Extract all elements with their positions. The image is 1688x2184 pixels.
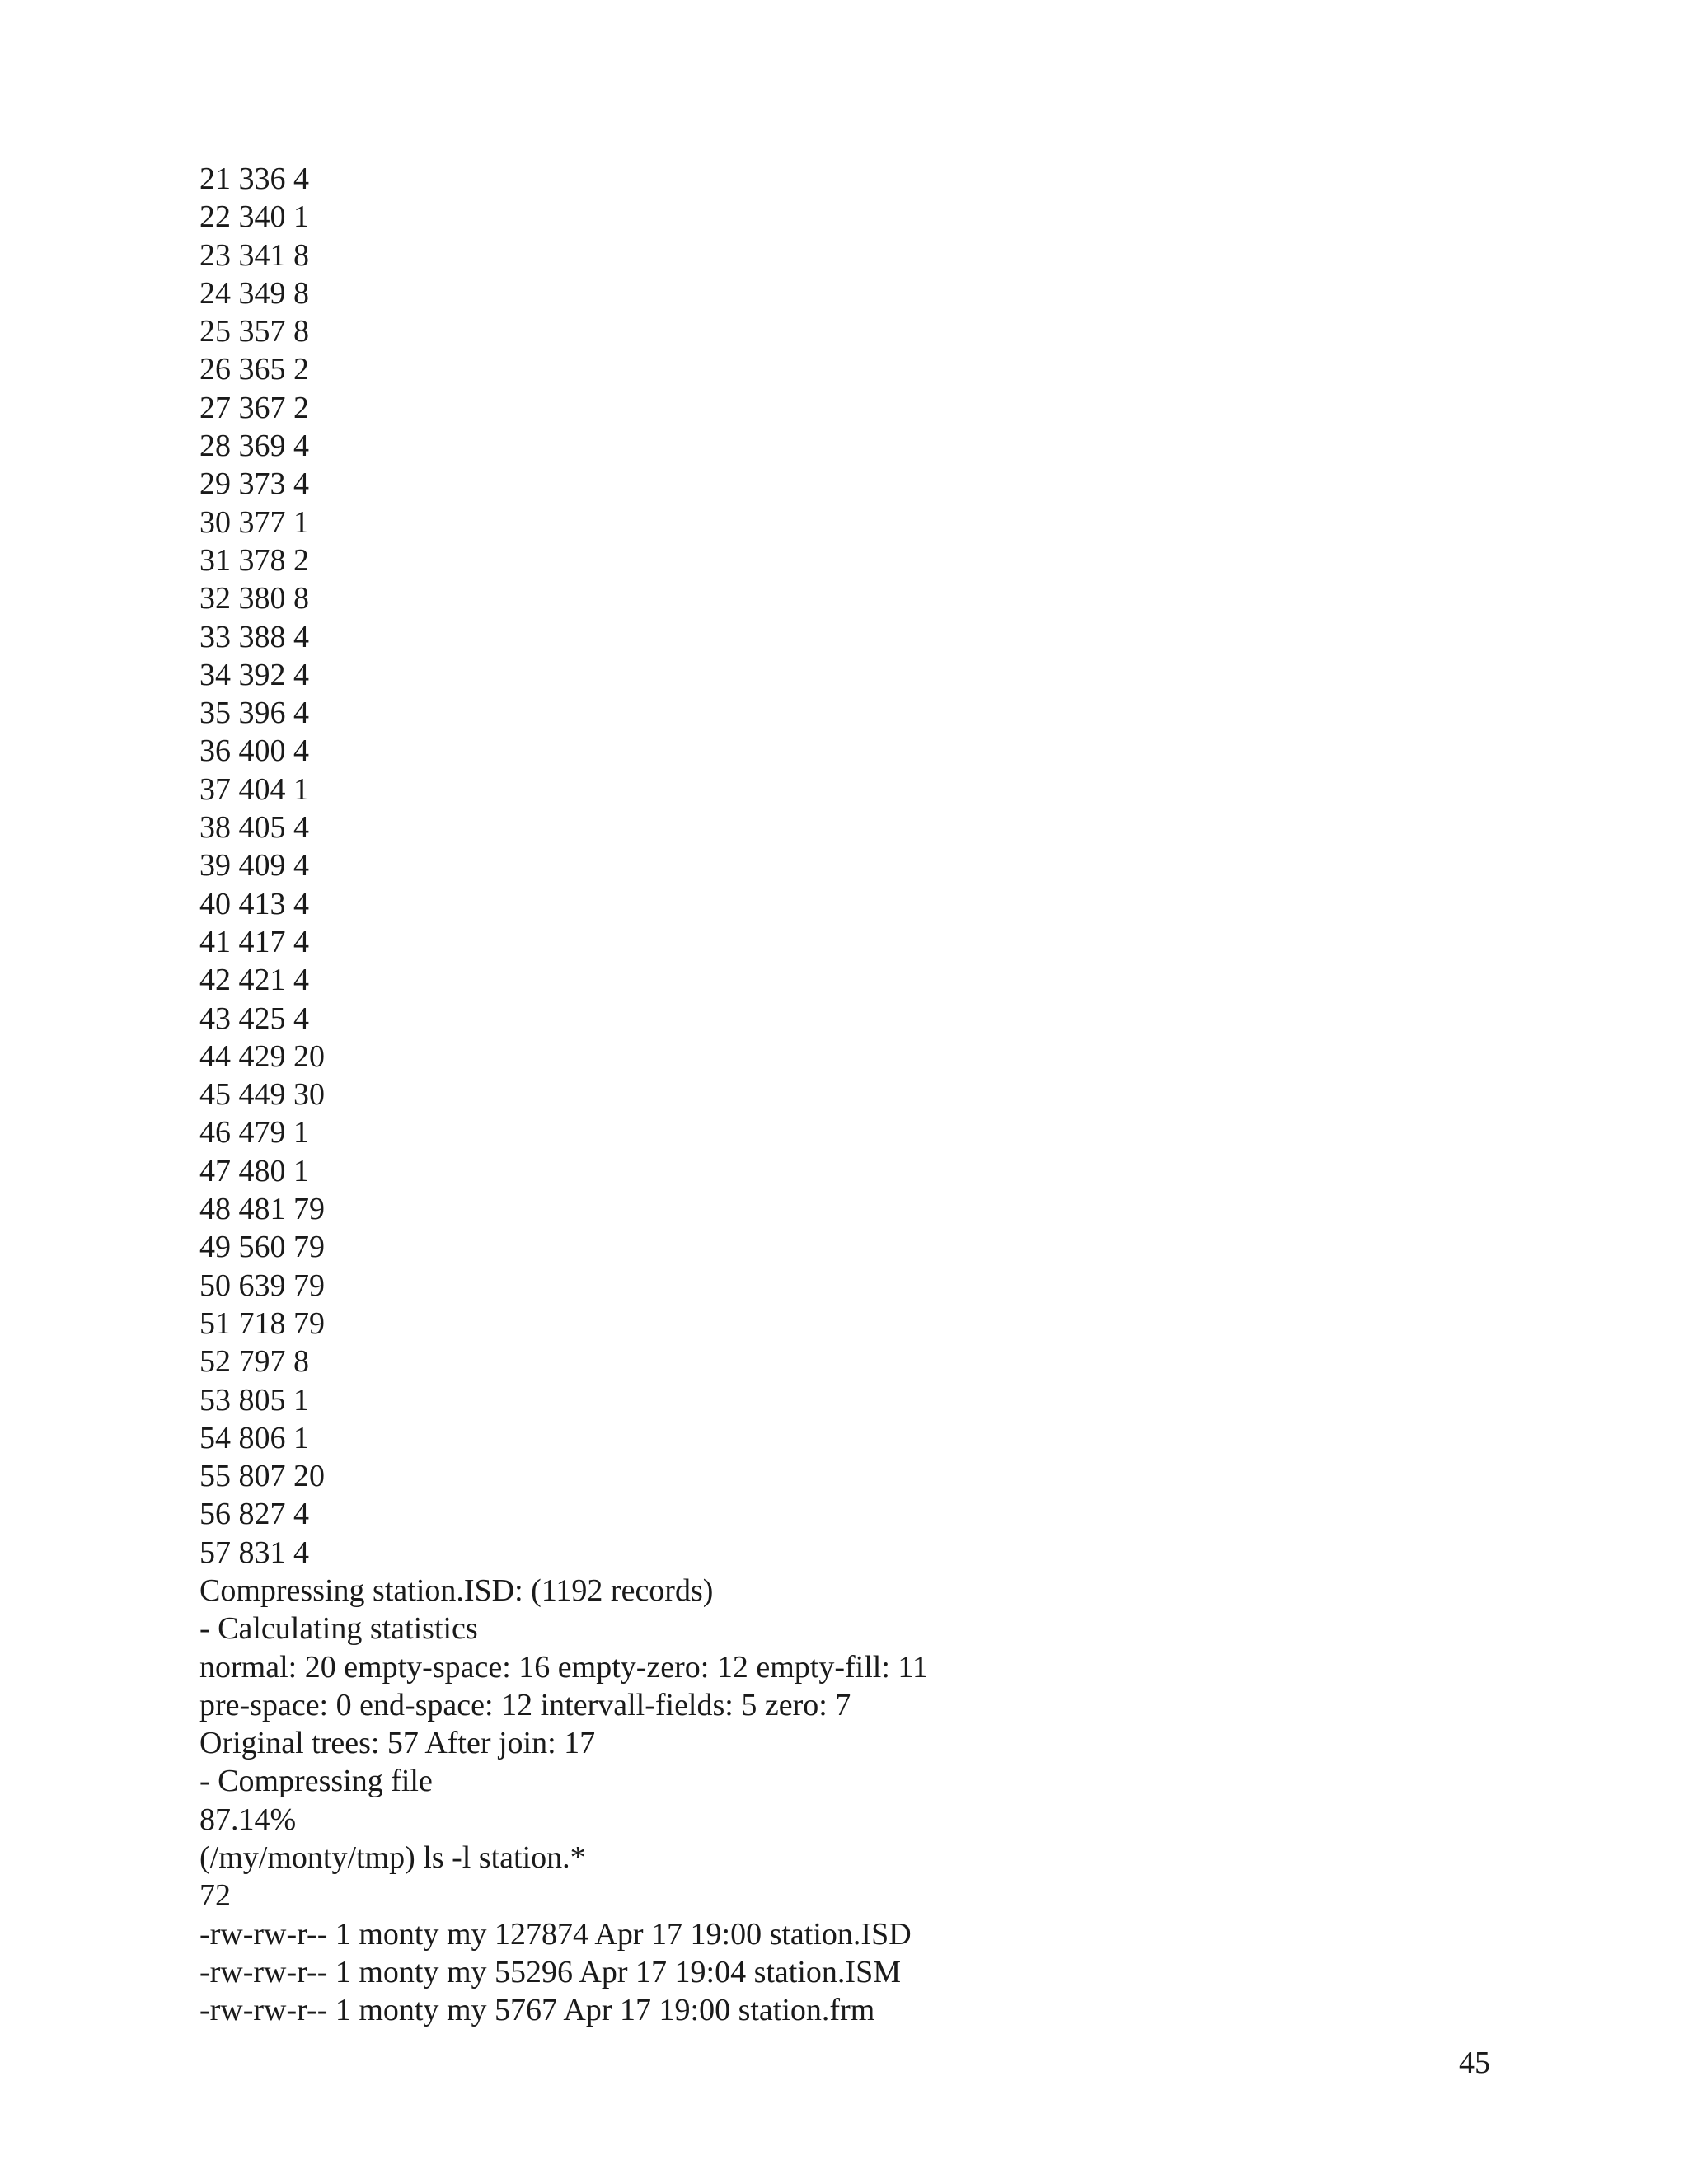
text-line: - Calculating statistics <box>199 1611 478 1647</box>
text-line: 87.14% <box>199 1802 297 1837</box>
text-line: 55 807 20 <box>199 1459 325 1494</box>
text-line: 50 639 79 <box>199 1268 325 1303</box>
text-line: 46 479 1 <box>199 1115 309 1151</box>
text-line: 33 388 4 <box>199 619 309 654</box>
text-line: 28 369 4 <box>199 429 309 464</box>
text-line: 47 480 1 <box>199 1153 309 1188</box>
text-line: 41 417 4 <box>199 924 309 959</box>
text-line: normal: 20 empty-space: 16 empty-zero: 12 empty-fill: 11 <box>199 1649 928 1685</box>
text-line: 30 377 1 <box>199 504 309 540</box>
text-line: 39 409 4 <box>199 848 309 883</box>
text-line: 21 336 4 <box>199 162 309 196</box>
text-line: 54 806 1 <box>199 1420 309 1455</box>
text-line: 24 349 8 <box>199 275 309 311</box>
text-line: 48 481 79 <box>199 1192 325 1227</box>
text-line: 31 378 2 <box>199 542 309 578</box>
text-line: 27 367 2 <box>199 390 309 425</box>
text-line: 37 404 1 <box>199 771 309 807</box>
text-line: 34 392 4 <box>199 657 309 692</box>
text-line: 40 413 4 <box>199 886 309 921</box>
text-line: 51 718 79 <box>199 1305 325 1341</box>
text-line: (/my/monty/tmp) ls -l station.* <box>199 1840 586 1876</box>
text-line: 29 373 4 <box>199 466 309 502</box>
text-line: 38 405 4 <box>199 810 309 846</box>
text-line: 53 805 1 <box>199 1382 309 1418</box>
text-line: 35 396 4 <box>199 696 309 731</box>
text-line: 49 560 79 <box>199 1230 325 1265</box>
text-line: 44 429 20 <box>199 1038 325 1074</box>
text-line: - Compressing file <box>199 1764 433 1799</box>
text-line: Original trees: 57 After join: 17 <box>199 1726 596 1761</box>
text-line: 52 797 8 <box>199 1344 309 1380</box>
text-line: 25 357 8 <box>199 314 309 349</box>
text-line: 36 400 4 <box>199 733 309 769</box>
page-number: 45 <box>1459 2046 1490 2080</box>
text-line: 26 365 2 <box>199 352 309 387</box>
text-line: -rw-rw-r-- 1 monty my 5767 Apr 17 19:00 station.frm <box>199 1993 875 2028</box>
text-line: -rw-rw-r-- 1 monty my 127874 Apr 17 19:00 station.ISD <box>199 1916 912 1952</box>
text-line: pre-space: 0 end-space: 12 intervall-fields: 5 zero: 7 <box>199 1687 851 1722</box>
text-line: 42 421 4 <box>199 963 309 998</box>
text-line: 56 827 4 <box>199 1497 309 1532</box>
text-line: Compressing station.ISD: (1192 records) <box>199 1572 714 1608</box>
text-line: 72 <box>199 1878 231 1914</box>
text-line: 45 449 30 <box>199 1077 325 1113</box>
text-line: 43 425 4 <box>199 1001 309 1036</box>
text-line: 22 340 1 <box>199 199 309 235</box>
text-line: 57 831 4 <box>199 1535 309 1570</box>
text-line: -rw-rw-r-- 1 monty my 55296 Apr 17 19:04 station.ISM <box>199 1954 901 1990</box>
document-body <box>199 160 1485 2030</box>
text-line: 32 380 8 <box>199 581 309 616</box>
text-line: 23 341 8 <box>199 237 309 273</box>
